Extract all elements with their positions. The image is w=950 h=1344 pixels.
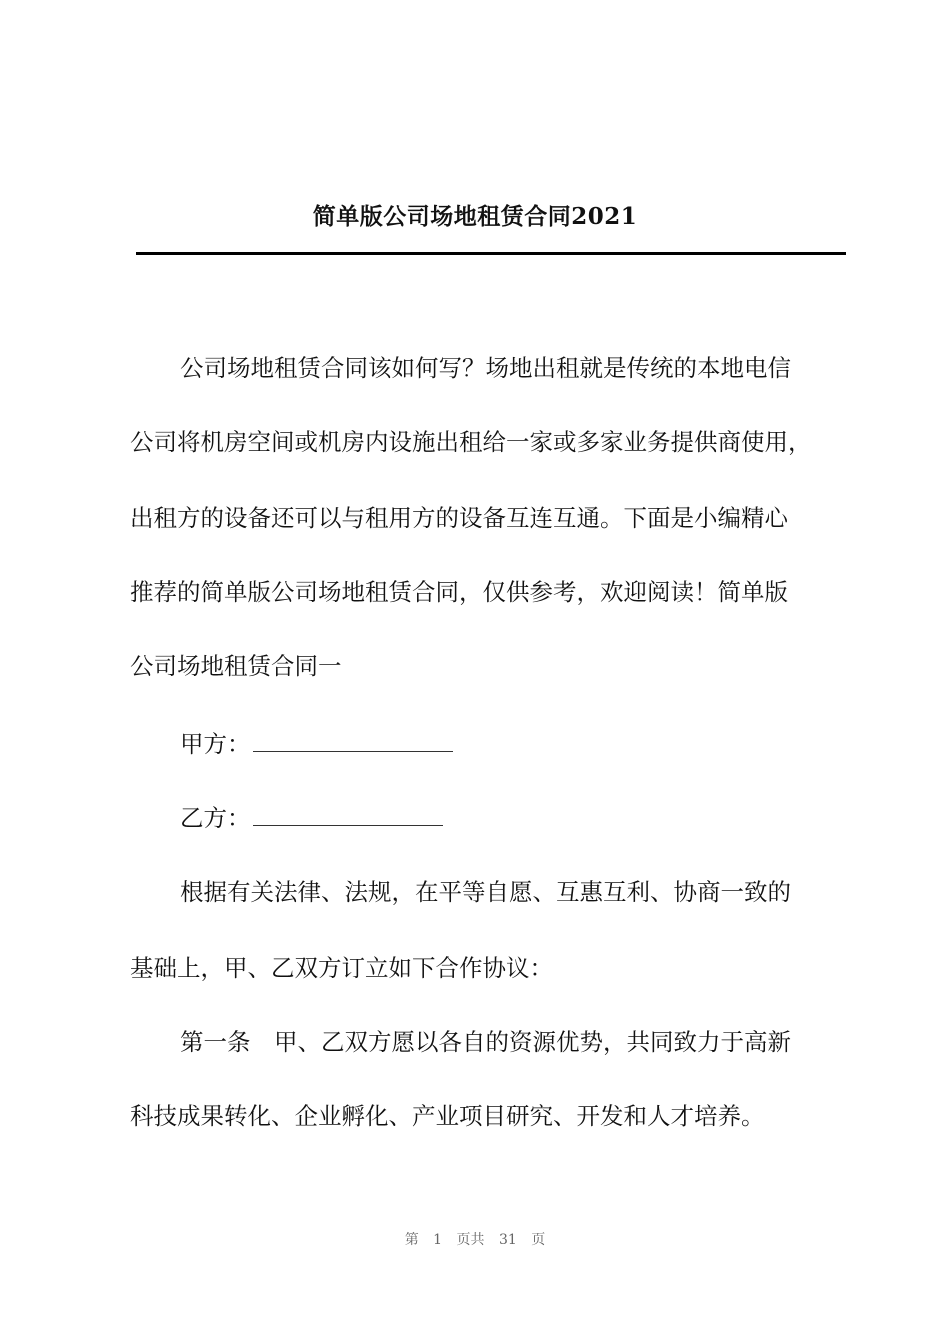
- title-underline: [136, 252, 846, 255]
- intro-line-2: 公司将机房空间或机房内设施出租给一家或多家业务提供商使用，: [130, 428, 812, 456]
- party-b-blank: [253, 807, 443, 826]
- party-a-label: 甲方：: [180, 730, 251, 758]
- intro-line-3: 出租方的设备还可以与租用方的设备互连互通。下面是小编精心: [130, 504, 788, 532]
- agreement-line-2: 基础上，甲、乙双方订立如下合作协议：: [130, 954, 553, 982]
- article-1-line-1: 第一条 甲、乙双方愿以各自的资源优势，共同致力于高新: [180, 1028, 791, 1056]
- page-footer: 第 1 页共 31 页: [404, 1232, 546, 1248]
- intro-line-1: 公司场地租赁合同该如何写？场地出租就是传统的本地电信: [180, 354, 791, 382]
- agreement-line-1: 根据有关法律、法规，在平等自愿、互惠互利、协商一致的: [180, 878, 791, 906]
- intro-line-5: 公司场地租赁合同一: [130, 652, 342, 680]
- party-a-row: [180, 730, 453, 758]
- article-1-line-2: 科技成果转化、企业孵化、产业项目研究、开发和人才培养。: [130, 1102, 765, 1130]
- party-b-row: [180, 804, 443, 832]
- party-a-blank: [253, 733, 453, 752]
- intro-line-4: 推荐的简单版公司场地租赁合同，仅供参考，欢迎阅读！简单版: [130, 578, 788, 606]
- document-title: 简单版公司场地租赁合同2021: [312, 203, 638, 230]
- party-b-label: 乙方：: [180, 804, 251, 832]
